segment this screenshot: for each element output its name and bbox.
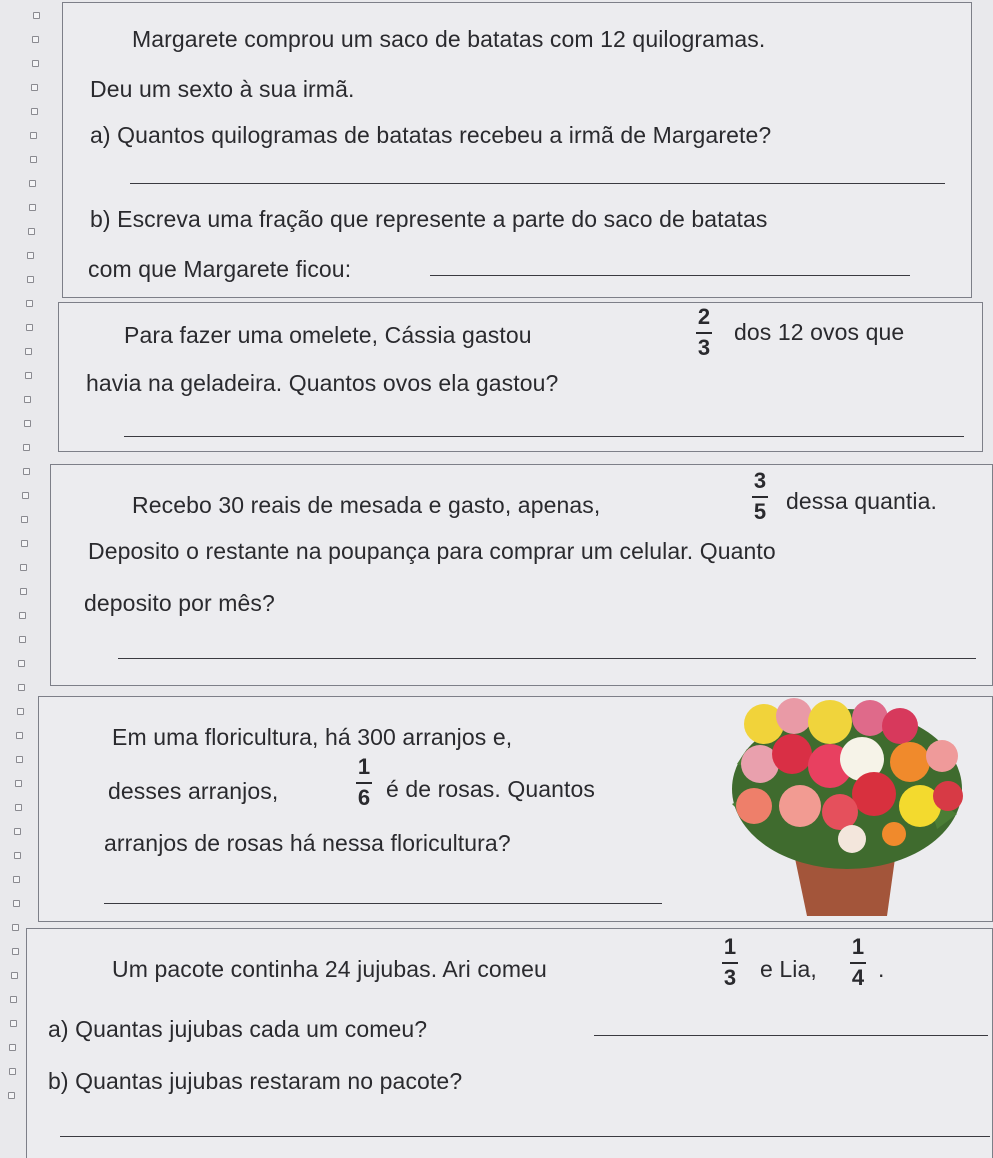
problem-2-line-1a: Para fazer uma omelete, Cássia gastou bbox=[124, 322, 532, 348]
binding-hole bbox=[29, 180, 36, 187]
binding-hole bbox=[17, 708, 24, 715]
binding-hole bbox=[21, 516, 28, 523]
answer-line-3[interactable] bbox=[118, 658, 976, 659]
binding-hole bbox=[31, 108, 38, 115]
answer-line-1a[interactable] bbox=[130, 183, 945, 184]
answer-line-5b[interactable] bbox=[60, 1136, 990, 1137]
problem-3-line-2: Deposito o restante na poupança para comprar um celular. Quanto bbox=[88, 538, 776, 564]
binding-hole bbox=[22, 492, 29, 499]
problem-5-question-a: a) Quantas jujubas cada um comeu? bbox=[48, 1016, 428, 1042]
binding-hole bbox=[21, 540, 28, 547]
binding-hole bbox=[28, 228, 35, 235]
binding-hole bbox=[26, 300, 33, 307]
binding-hole bbox=[33, 12, 40, 19]
binding-hole bbox=[15, 780, 22, 787]
binding-hole bbox=[12, 948, 19, 955]
fraction-denominator: 3 bbox=[723, 965, 737, 990]
binding-hole bbox=[13, 900, 20, 907]
fraction-numerator: 1 bbox=[851, 934, 865, 959]
fraction-denominator: 4 bbox=[851, 965, 865, 990]
binding-hole bbox=[10, 1020, 17, 1027]
answer-line-1b[interactable] bbox=[430, 275, 910, 276]
fraction-bar bbox=[722, 962, 738, 964]
fraction-numerator: 3 bbox=[753, 468, 767, 493]
binding-hole bbox=[13, 876, 20, 883]
fraction-numerator: 2 bbox=[697, 304, 711, 329]
problem-5-line-1a: Um pacote continha 24 jujubas. Ari comeu bbox=[112, 956, 547, 982]
problem-5-line-1c: . bbox=[878, 956, 885, 982]
fraction-one-sixth bbox=[356, 756, 372, 809]
fraction-numerator: 1 bbox=[723, 934, 737, 959]
problem-1-line-2: Deu um sexto à sua irmã. bbox=[90, 76, 355, 102]
binding-hole bbox=[9, 1044, 16, 1051]
fraction-one-third bbox=[722, 936, 738, 989]
problem-1-line-1: Margarete comprou um saco de batatas com 12 quilogramas. bbox=[132, 26, 766, 52]
fraction-denominator: 3 bbox=[697, 335, 711, 360]
fraction-bar bbox=[356, 782, 372, 784]
fraction-bar bbox=[752, 496, 768, 498]
binding-hole bbox=[25, 348, 32, 355]
binding-hole bbox=[20, 588, 27, 595]
fraction-numerator: 1 bbox=[357, 754, 371, 779]
problem-1-question-b-line-2: com que Margarete ficou: bbox=[88, 256, 352, 282]
binding-hole bbox=[16, 756, 23, 763]
binding-hole bbox=[32, 60, 39, 67]
problem-2-line-1b: dos 12 ovos que bbox=[734, 319, 905, 345]
binding-hole bbox=[8, 1092, 15, 1099]
flower-bouquet-illustration bbox=[722, 694, 967, 919]
problem-4-line-2b: é de rosas. Quantos bbox=[386, 776, 596, 802]
fraction-two-thirds bbox=[696, 306, 712, 359]
problem-3-line-1a: Recebo 30 reais de mesada e gasto, apenas, bbox=[132, 492, 601, 518]
binding-hole bbox=[24, 396, 31, 403]
binding-hole bbox=[30, 156, 37, 163]
binding-hole bbox=[30, 132, 37, 139]
binding-hole bbox=[31, 84, 38, 91]
answer-line-4[interactable] bbox=[104, 903, 662, 904]
problem-1-question-b-line-1: b) Escreva uma fração que represente a parte do saco de batatas bbox=[90, 206, 768, 232]
binding-hole bbox=[14, 828, 21, 835]
binding-hole bbox=[32, 36, 39, 43]
binding-hole bbox=[23, 444, 30, 451]
binding-hole bbox=[23, 468, 30, 475]
binding-hole bbox=[18, 660, 25, 667]
binding-hole bbox=[29, 204, 36, 211]
problem-4-line-2a: desses arranjos, bbox=[108, 778, 279, 804]
problem-4-line-3: arranjos de rosas há nessa floricultura? bbox=[104, 830, 511, 856]
binding-hole bbox=[14, 852, 21, 859]
binding-hole bbox=[25, 372, 32, 379]
binding-hole bbox=[11, 972, 18, 979]
problem-3-line-3: deposito por mês? bbox=[84, 590, 275, 616]
fraction-denominator: 6 bbox=[357, 785, 371, 810]
fraction-three-fifths bbox=[752, 470, 768, 523]
problem-2-line-2: havia na geladeira. Quantos ovos ela gastou? bbox=[86, 370, 559, 396]
binding-hole bbox=[18, 684, 25, 691]
problem-5-line-1b: e Lia, bbox=[760, 956, 817, 982]
binding-hole bbox=[12, 924, 19, 931]
problem-1-question-a: a) Quantos quilogramas de batatas recebeu a irmã de Margarete? bbox=[90, 122, 772, 148]
binding-hole bbox=[20, 564, 27, 571]
answer-line-2[interactable] bbox=[124, 436, 964, 437]
problem-4-line-1: Em uma floricultura, há 300 arranjos e, bbox=[112, 724, 513, 750]
binding-hole bbox=[19, 612, 26, 619]
binding-hole bbox=[10, 996, 17, 1003]
fraction-bar bbox=[850, 962, 866, 964]
binding-hole bbox=[27, 252, 34, 259]
binding-hole bbox=[26, 324, 33, 331]
binding-hole bbox=[24, 420, 31, 427]
fraction-bar bbox=[696, 332, 712, 334]
fraction-one-fourth bbox=[850, 936, 866, 989]
answer-line-5a[interactable] bbox=[594, 1035, 988, 1036]
binding-hole bbox=[27, 276, 34, 283]
binding-hole bbox=[9, 1068, 16, 1075]
binding-hole bbox=[16, 732, 23, 739]
problem-5-question-b: b) Quantas jujubas restaram no pacote? bbox=[48, 1068, 463, 1094]
problem-3-line-1b: dessa quantia. bbox=[786, 488, 938, 514]
binding-hole bbox=[15, 804, 22, 811]
binding-hole bbox=[19, 636, 26, 643]
fraction-denominator: 5 bbox=[753, 499, 767, 524]
